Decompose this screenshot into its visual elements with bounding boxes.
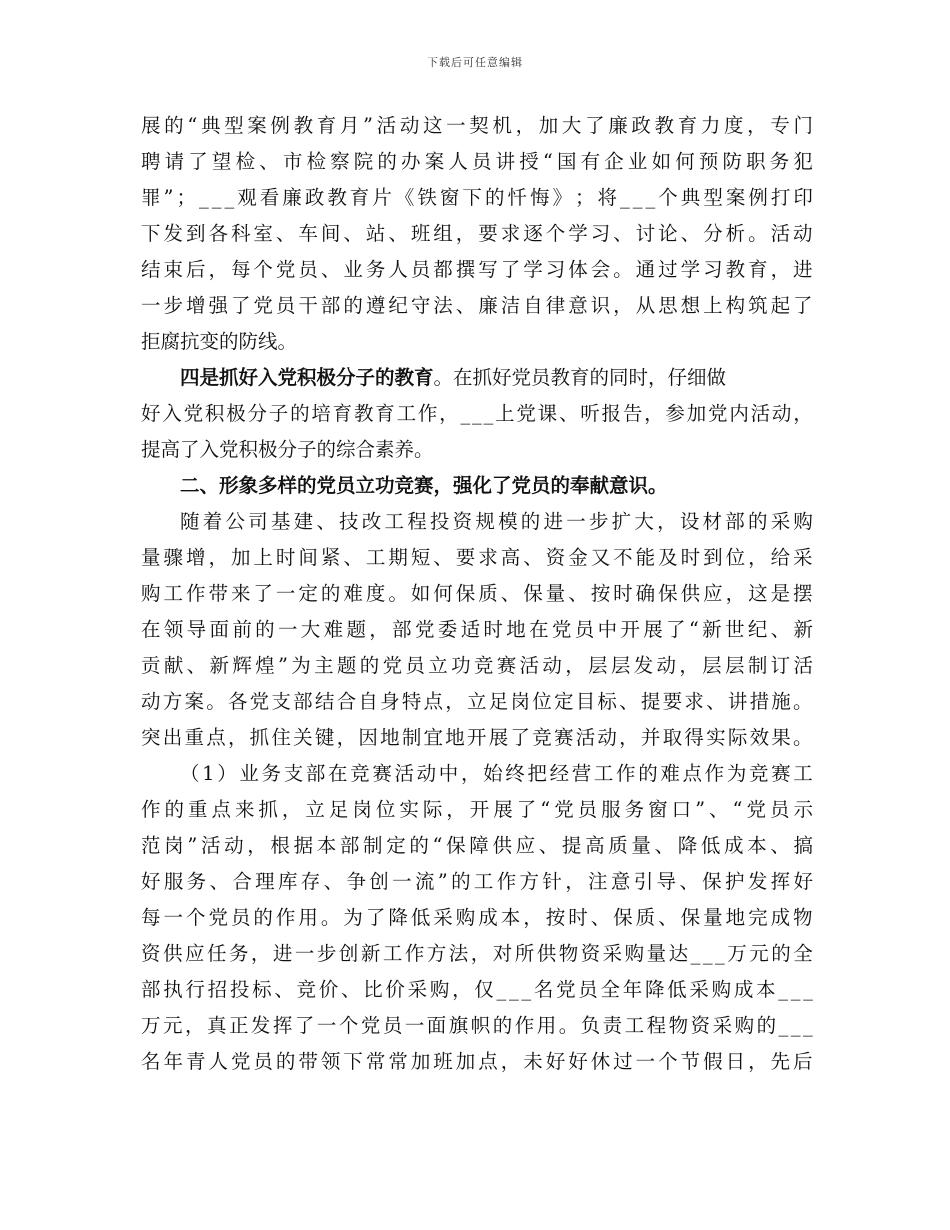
text-line: （ 1 ） 业 务 支 部 在 竞 赛 活 动 中 ， 始 终 把 经 营 工 作 的 难 点 作 为 竞 赛 工	[180, 762, 813, 785]
text-line: 购 工 作 带 来 了 一 定 的 难 度 。 如 何 保 质 、 保 量 、 按 时 确 保 供 应 ， 这 是 摆	[141, 582, 813, 605]
paragraph-1	[141, 108, 813, 360]
text-line: 下 发 到 各 科 室 、 车 间 、 站 、 班 组 ， 要 求 逐 个 学 习 、 讨 论 、 分 析 。 活 动	[141, 222, 813, 245]
text-line: 拒腐抗变的防线。	[141, 330, 298, 353]
text-span: 。在抓好党员教育的同时，仔细做	[433, 366, 727, 389]
text-line	[141, 360, 813, 396]
document-body	[141, 108, 813, 1080]
text-line: 资 供 应 任 务 ， 进 一 步 创 新 工 作 方 法 ， 对 所 供 物 资 采 购 量 达 _ _ _ 万 元 的 全	[141, 942, 813, 965]
text-line: 聘 请 了 望 检 、 市 检 察 院 的 办 案 人 员 讲 授 “ 国 有 企 业 如 何 预 防 职 务 犯	[141, 150, 813, 173]
text-line: 罪 ” ； _ _ _ 观 看 廉 政 教 育 片 《 铁 窗 下 的 忏 悔 》 ； 将 _ _ _ 个 典 型 案 例 打 印	[141, 186, 813, 209]
text-line: 在 领 导 面 前 的 一 大 难 题 ， 部 党 委 适 时 地 在 党 员 中 开 展 了 “ 新 世 纪 、 新	[141, 618, 813, 641]
heading-text: 二、形象多样的党员立功竞赛，强化了党员的奉献意识。	[180, 474, 668, 497]
text-line: 万 元 ， 真 正 发 挥 了 一 个 党 员 一 面 旗 帜 的 作 用 。 负 责 工 程 物 资 采 购 的 _ _ _	[141, 1014, 813, 1037]
text-line: 名 年 青 人 党 员 的 带 领 下 常 常 加 班 加 点 ， 未 好 好 休 过 一 个 节 假 日 ， 先 后	[141, 1050, 813, 1073]
page-header: 下载后可任意编辑	[427, 56, 523, 69]
text-line: 结 束 后 ， 每 个 党 员 、 业 务 人 员 都 撰 写 了 学 习 体 会 。 通 过 学 习 教 育 ， 进	[141, 258, 813, 281]
text-line: 部 执 行 招 投 标 、 竞 价 、 比 价 采 购 ， 仅 _ _ _ 名 党 员 全 年 降 低 采 购 成 本 _ _ _	[141, 978, 813, 1001]
text-line: 随 着 公 司 基 建 、 技 改 工 程 投 资 规 模 的 进 一 步 扩 大 ， 设 材 部 的 采 购	[180, 510, 813, 533]
text-line: 一 步 增 强 了 党 员 干 部 的 遵 纪 守 法 、 廉 洁 自 律 意 识 ， 从 思 想 上 构 筑 起 了	[141, 294, 813, 317]
text-line: 每 一 个 党 员 的 作 用 。 为 了 降 低 采 购 成 本 ， 按 时 、 保 质 、 保 量 地 完 成 物	[141, 906, 813, 929]
text-line: 提高了入党积极分子的综合素养。	[141, 438, 434, 461]
text-line: 贡 献 、 新 辉 煌 ” 为 主 题 的 党 员 立 功 竞 赛 活 动 ， 层 层 发 动 ， 层 层 制 订 活	[141, 654, 813, 677]
text-line: 展 的 “ 典 型 案 例 教 育 月 ” 活 动 这 一 契 机 ， 加 大 了 廉 政 教 育 力 度 ， 专 门	[141, 114, 813, 137]
text-line: 量 骤 增 ， 加 上 时 间 紧 、 工 期 短 、 要 求 高 、 资 金 又 不 能 及 时 到 位 ， 给 采	[141, 546, 813, 569]
text-line: 动 方 案 。 各 党 支 部 结 合 自 身 特 点 ， 立 足 岗 位 定 目 标 、 提 要 求 、 讲 措 施 。	[141, 690, 813, 713]
text-line: 作 的 重 点 来 抓 ， 立 足 岗 位 实 际 ， 开 展 了 “ 党 员 服 务 窗 口 ” 、 “ 党 员 示	[141, 798, 813, 821]
text-line: 范 岗 ” 活 动 ， 根 据 本 部 制 定 的 “ 保 障 供 应 、 提 高 质 量 、 降 低 成 本 、 搞	[141, 834, 813, 857]
paragraph-3	[141, 504, 813, 756]
text-line: 好 入 党 积 极 分 子 的 培 育 教 育 工 作 ， _ _ _ 上 党 课 、 听 报 告 ， 参 加 党 内 活 动 ，	[141, 402, 813, 425]
paragraph-4	[141, 756, 813, 1080]
text-line: 好 服 务 、 合 理 库 存 、 争 创 一 流 ” 的 工 作 方 针 ， 注 意 引 导 、 保 护 发 挥 好	[141, 870, 813, 893]
paragraph-2	[141, 360, 813, 468]
bold-lead: 四是抓好入党积极分子的教育	[180, 366, 434, 389]
section-heading	[141, 468, 813, 504]
text-line: 突 出 重 点 ， 抓 住 关 键 ， 因 地 制 宜 地 开 展 了 竞 赛 活 动 ， 并 取 得 实 际 效 果 。	[141, 726, 813, 749]
